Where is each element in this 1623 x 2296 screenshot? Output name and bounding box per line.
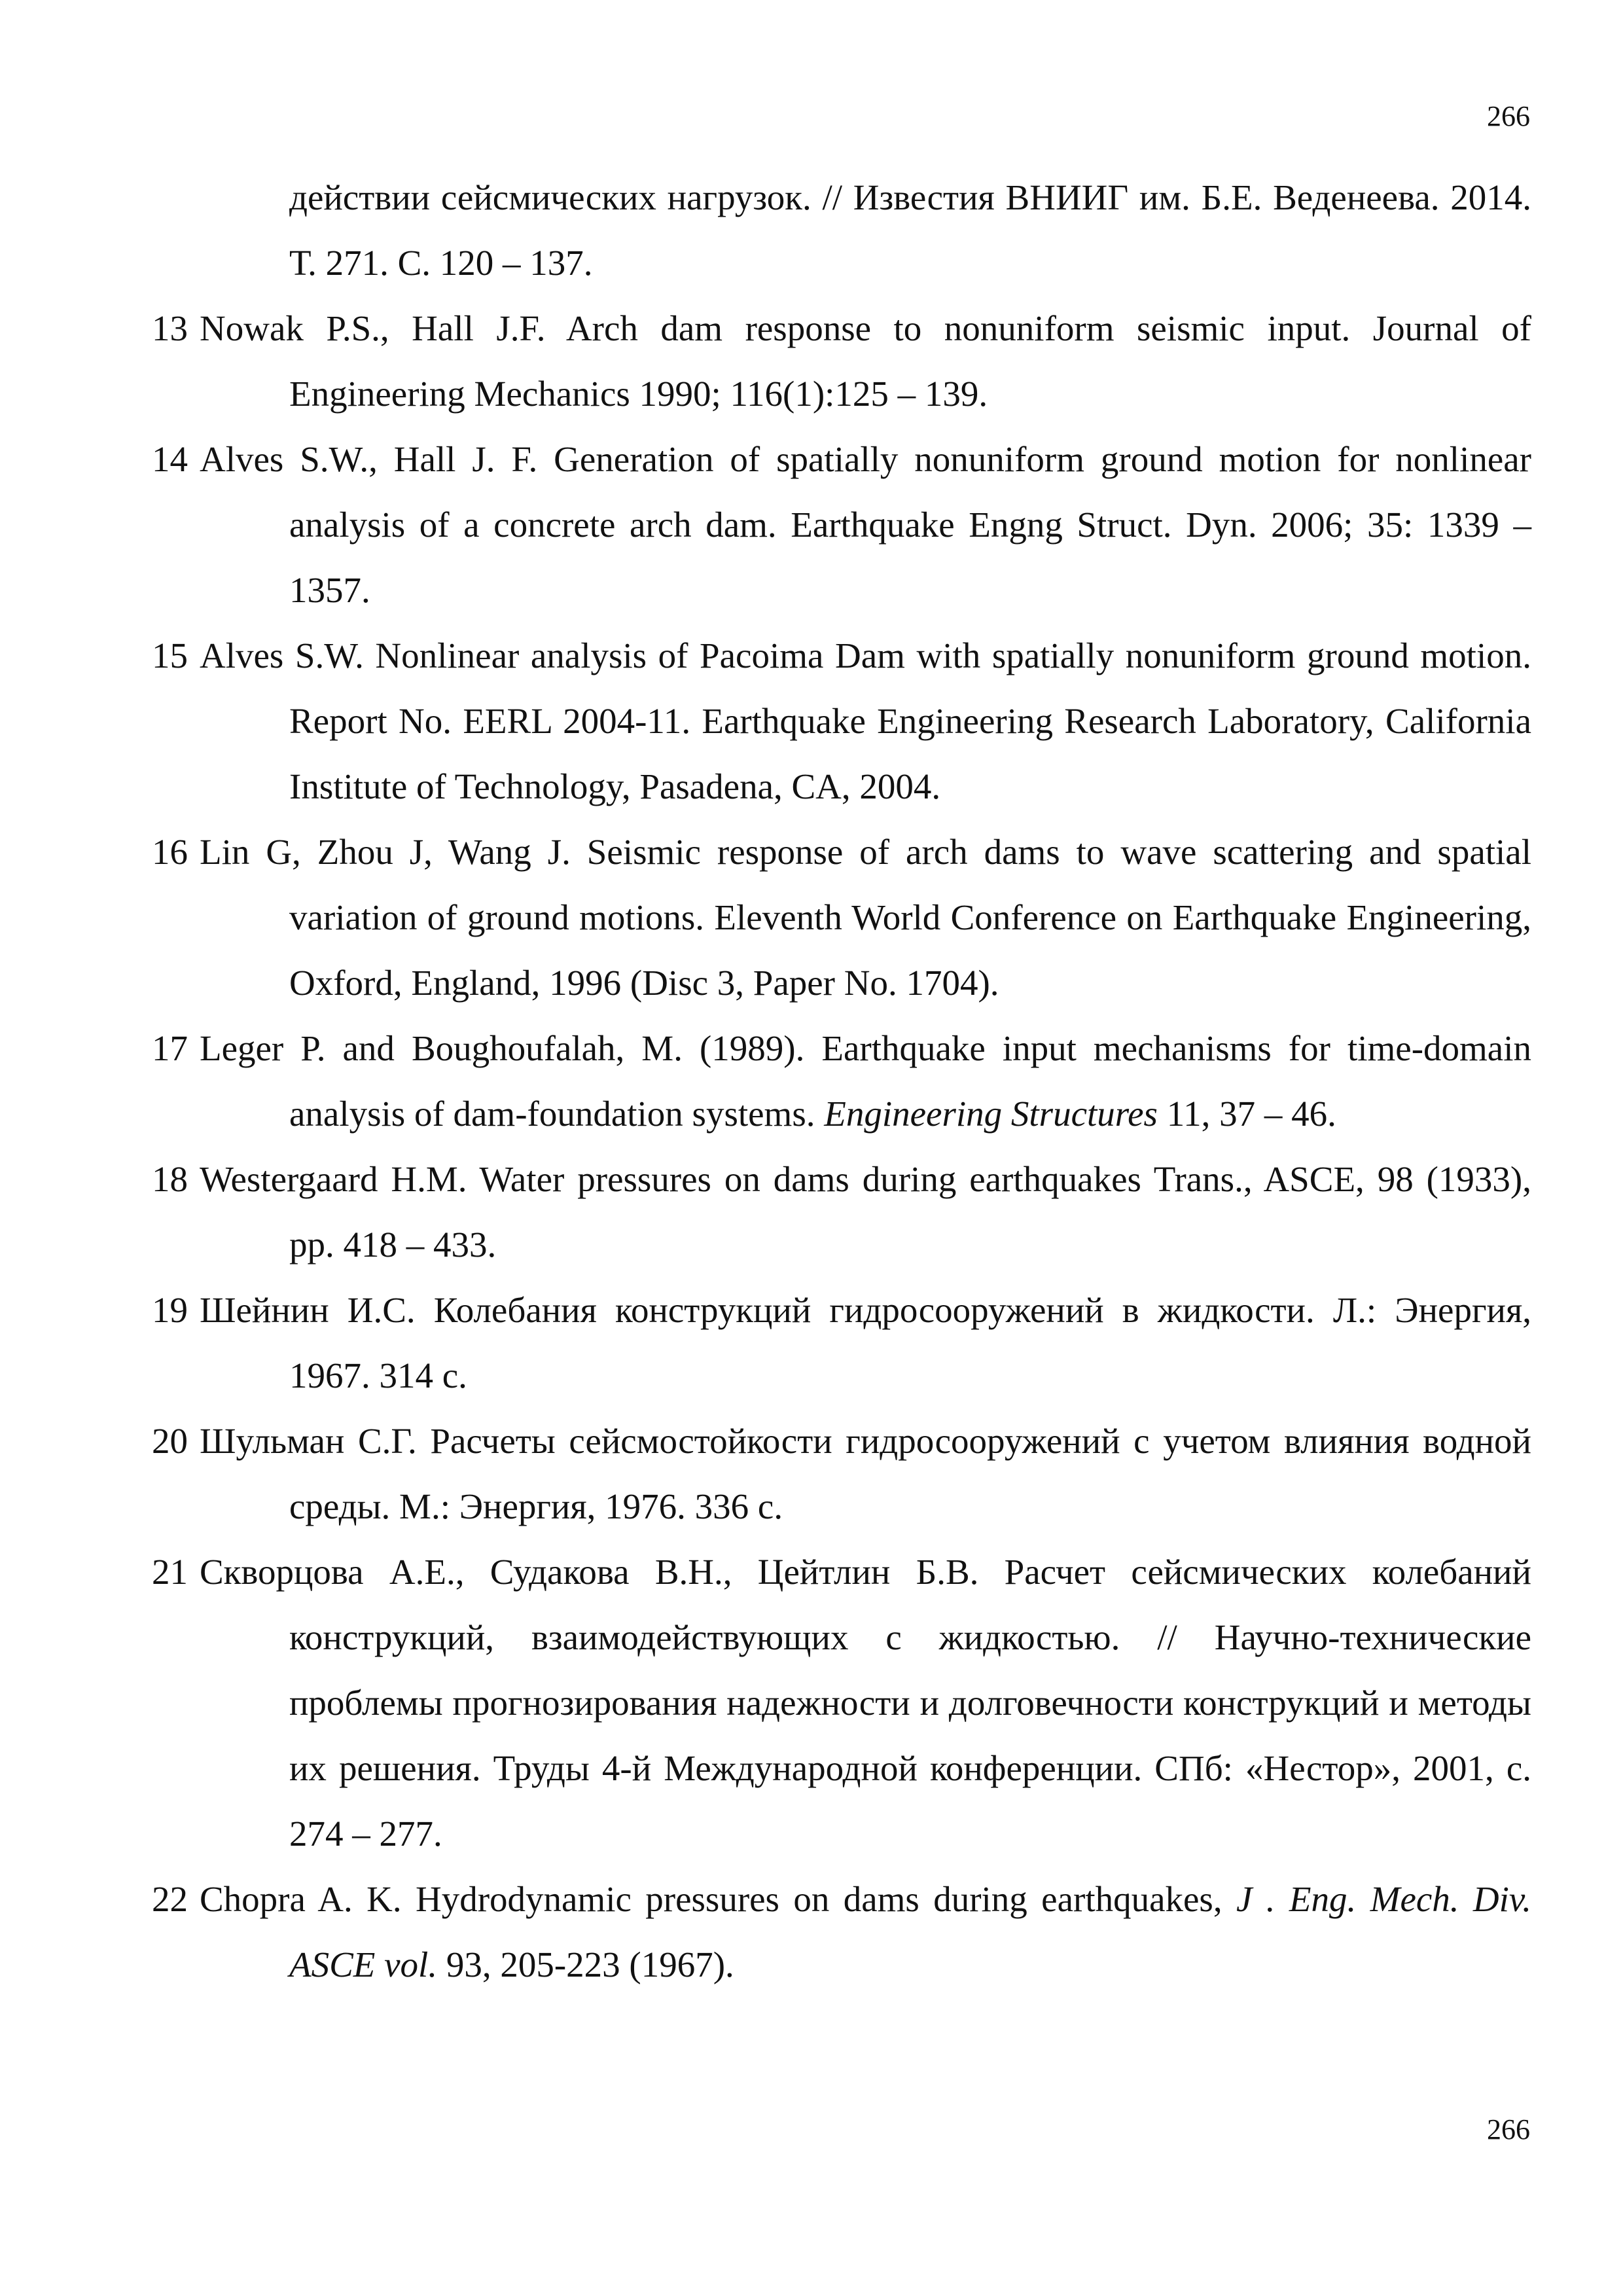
reference-text: Lin G, Zhou J, Wang J. Seismic response of arch dams to wave scattering and spatial variation of ground motions. Eleventh World Conference on Earthquake Engineering, Oxford, England, 1996 (Disc 3, Paper No. 1704).	[200, 832, 1531, 1003]
reference-item	[152, 165, 1531, 296]
reference-item	[152, 1147, 1531, 1278]
reference-item	[152, 1539, 1531, 1867]
reference-text: Alves S.W. Nonlinear analysis of Pacoima Dam with spatially nonuniform ground motion. Report No. EERL 2004-11. Earthquake Engineering Research Laboratory, California Institute of Technology, Pasadena, CA, 2004.	[200, 636, 1531, 806]
reference-text: Шейнин И.С. Колебания конструкций гидросооружений в жидкости. Л.: Энергия, 1967. 314 с.	[200, 1290, 1531, 1395]
reference-text: Leger P. and Boughoufalah, M. (1989). Earthquake input mechanisms for time-domain analysis of dam-foundation systems.	[200, 1028, 1531, 1134]
reference-text: 93, 205-223 (1967).	[437, 1945, 734, 1984]
reference-number: 18	[152, 1159, 188, 1199]
reference-text: Alves S.W., Hall J. F. Generation of spatially nonuniform ground motion for nonlinear analysis of a concrete arch dam. Earthquake Engng Struct. Dyn. 2006; 35: 1339 – 1357.	[200, 439, 1531, 610]
reference-italic-text: J . Eng. Mech. Div. ASCE vol.	[289, 1879, 1531, 1984]
page-number-bottom: 266	[1487, 2113, 1530, 2145]
reference-item	[152, 1867, 1531, 1998]
reference-number: 22	[152, 1879, 188, 1919]
reference-number: 20	[152, 1421, 188, 1461]
reference-text: Шульман С.Г. Расчеты сейсмостойкости гидросооружений с учетом влияния водной среды. М.: Энергия, 1976. 336 с.	[200, 1421, 1531, 1526]
reference-number: 14	[152, 439, 188, 479]
reference-item	[152, 1016, 1531, 1147]
reference-italic-text: Engineering Structures	[824, 1094, 1158, 1134]
reference-number: 13	[152, 308, 188, 348]
reference-item	[152, 623, 1531, 819]
reference-text: действии сейсмических нагрузок. // Известия ВНИИГ им. Б.Е. Веденеева. 2014. Т. 271. С. 120 – 137.	[289, 177, 1531, 283]
reference-text: Westergaard H.M. Water pressures on dams during earthquakes Trans., ASCE, 98 (1933), pp. 418 – 433.	[200, 1159, 1531, 1265]
reference-item	[152, 296, 1531, 427]
reference-text: Nowak P.S., Hall J.F. Arch dam response to nonuniform seismic input. Journal of Engineering Mechanics 1990; 116(1):125 – 139.	[200, 308, 1531, 414]
reference-item	[152, 1408, 1531, 1539]
reference-text: Chopra A. K. Hydrodynamic pressures on dams during earthquakes,	[200, 1879, 1236, 1919]
reference-number: 19	[152, 1290, 188, 1330]
reference-item	[152, 819, 1531, 1016]
reference-number: 17	[152, 1028, 188, 1068]
reference-list	[152, 165, 1531, 1998]
reference-number: 21	[152, 1552, 188, 1592]
reference-text: Скворцова А.Е., Судакова В.Н., Цейтлин Б.В. Расчет сейсмических колебаний конструкций, взаимодействующих с жидкостью. // Научно-технические проблемы прогнозирования надежности и долговечности конструкций и методы их решения. Труды 4-й Международной конференции. СПб: «Нестор», 2001, с. 274 – 277.	[200, 1552, 1531, 1854]
reference-number: 16	[152, 832, 188, 872]
reference-number: 15	[152, 636, 188, 675]
reference-item	[152, 427, 1531, 623]
reference-item	[152, 1278, 1531, 1408]
reference-text: 11, 37 – 46.	[1157, 1094, 1336, 1134]
page-number-top: 266	[1487, 100, 1530, 132]
